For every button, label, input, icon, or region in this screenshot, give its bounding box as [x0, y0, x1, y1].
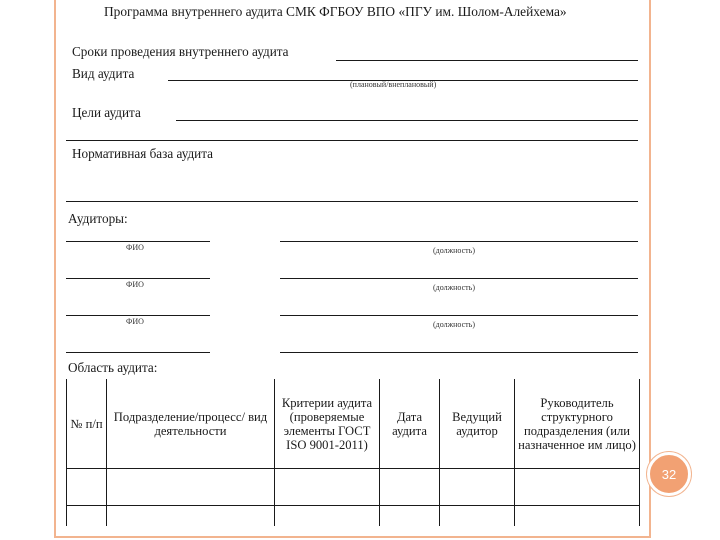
- auditor-name-line: [66, 241, 210, 242]
- table-cell: [440, 469, 515, 506]
- auditor-name-line: [66, 278, 210, 279]
- auditor-name-line: [66, 315, 210, 316]
- col-head-header: Руководитель структурного подразделения (или назначенное им лицо): [515, 379, 640, 469]
- table-cell: [67, 506, 107, 527]
- normative-base-line: [66, 201, 638, 202]
- col-number-header: № п/п: [67, 379, 107, 469]
- table-cell: [107, 469, 275, 506]
- auditor-name-hint: ФИО: [126, 243, 144, 252]
- audit-area-label: Область аудита:: [68, 360, 158, 375]
- table-cell: [380, 469, 440, 506]
- table-row: [67, 469, 640, 506]
- col-date-header: Дата аудита: [380, 379, 440, 469]
- auditor-position-hint: (должность): [433, 320, 475, 329]
- table-header-row: [67, 379, 640, 469]
- auditor-position-line: [280, 278, 638, 279]
- table-cell: [275, 469, 380, 506]
- audit-dates-label: Сроки проведения внутреннего аудита: [72, 44, 289, 59]
- audit-goals-line-1: [176, 120, 638, 121]
- auditor-position-line: [280, 241, 638, 242]
- audit-type-hint: (плановый/внеплановый): [350, 80, 437, 89]
- document-title: Программа внутреннего аудита СМК ФГБОУ ВПО «ПГУ им. Шолом-Алейхема»: [104, 4, 567, 19]
- auditor-position-hint: (должность): [433, 246, 475, 255]
- auditor-position-line: [280, 315, 638, 316]
- col-department-header: Подразделение/процесс/ вид деятельности: [107, 379, 275, 469]
- table-cell: [275, 506, 380, 527]
- table-cell: [515, 506, 640, 527]
- audit-table: [66, 379, 640, 526]
- auditor-name-hint: ФИО: [126, 317, 144, 326]
- page-number-badge: 32: [647, 452, 691, 496]
- normative-base-label: Нормативная база аудита: [72, 146, 214, 161]
- audit-goals-label: Цели аудита: [72, 105, 141, 120]
- auditor-name-hint: ФИО: [126, 280, 144, 289]
- table-cell: [67, 469, 107, 506]
- auditor-name-line: [66, 352, 210, 353]
- col-criteria-header: Критерии аудита (проверяемые элементы ГОСТ ISO 9001-2011): [275, 379, 380, 469]
- audit-type-label: Вид аудита: [72, 66, 135, 81]
- table-cell: [380, 506, 440, 527]
- auditor-position-line: [280, 352, 638, 353]
- table-row: [67, 506, 640, 527]
- auditor-position-hint: (должность): [433, 283, 475, 292]
- table-cell: [515, 469, 640, 506]
- col-lead-auditor-header: Ведущий аудитор: [440, 379, 515, 469]
- table-cell: [440, 506, 515, 527]
- audit-goals-line-2: [66, 140, 638, 141]
- audit-dates-line: [336, 60, 638, 61]
- table-cell: [107, 506, 275, 527]
- auditors-label: Аудиторы:: [68, 211, 128, 226]
